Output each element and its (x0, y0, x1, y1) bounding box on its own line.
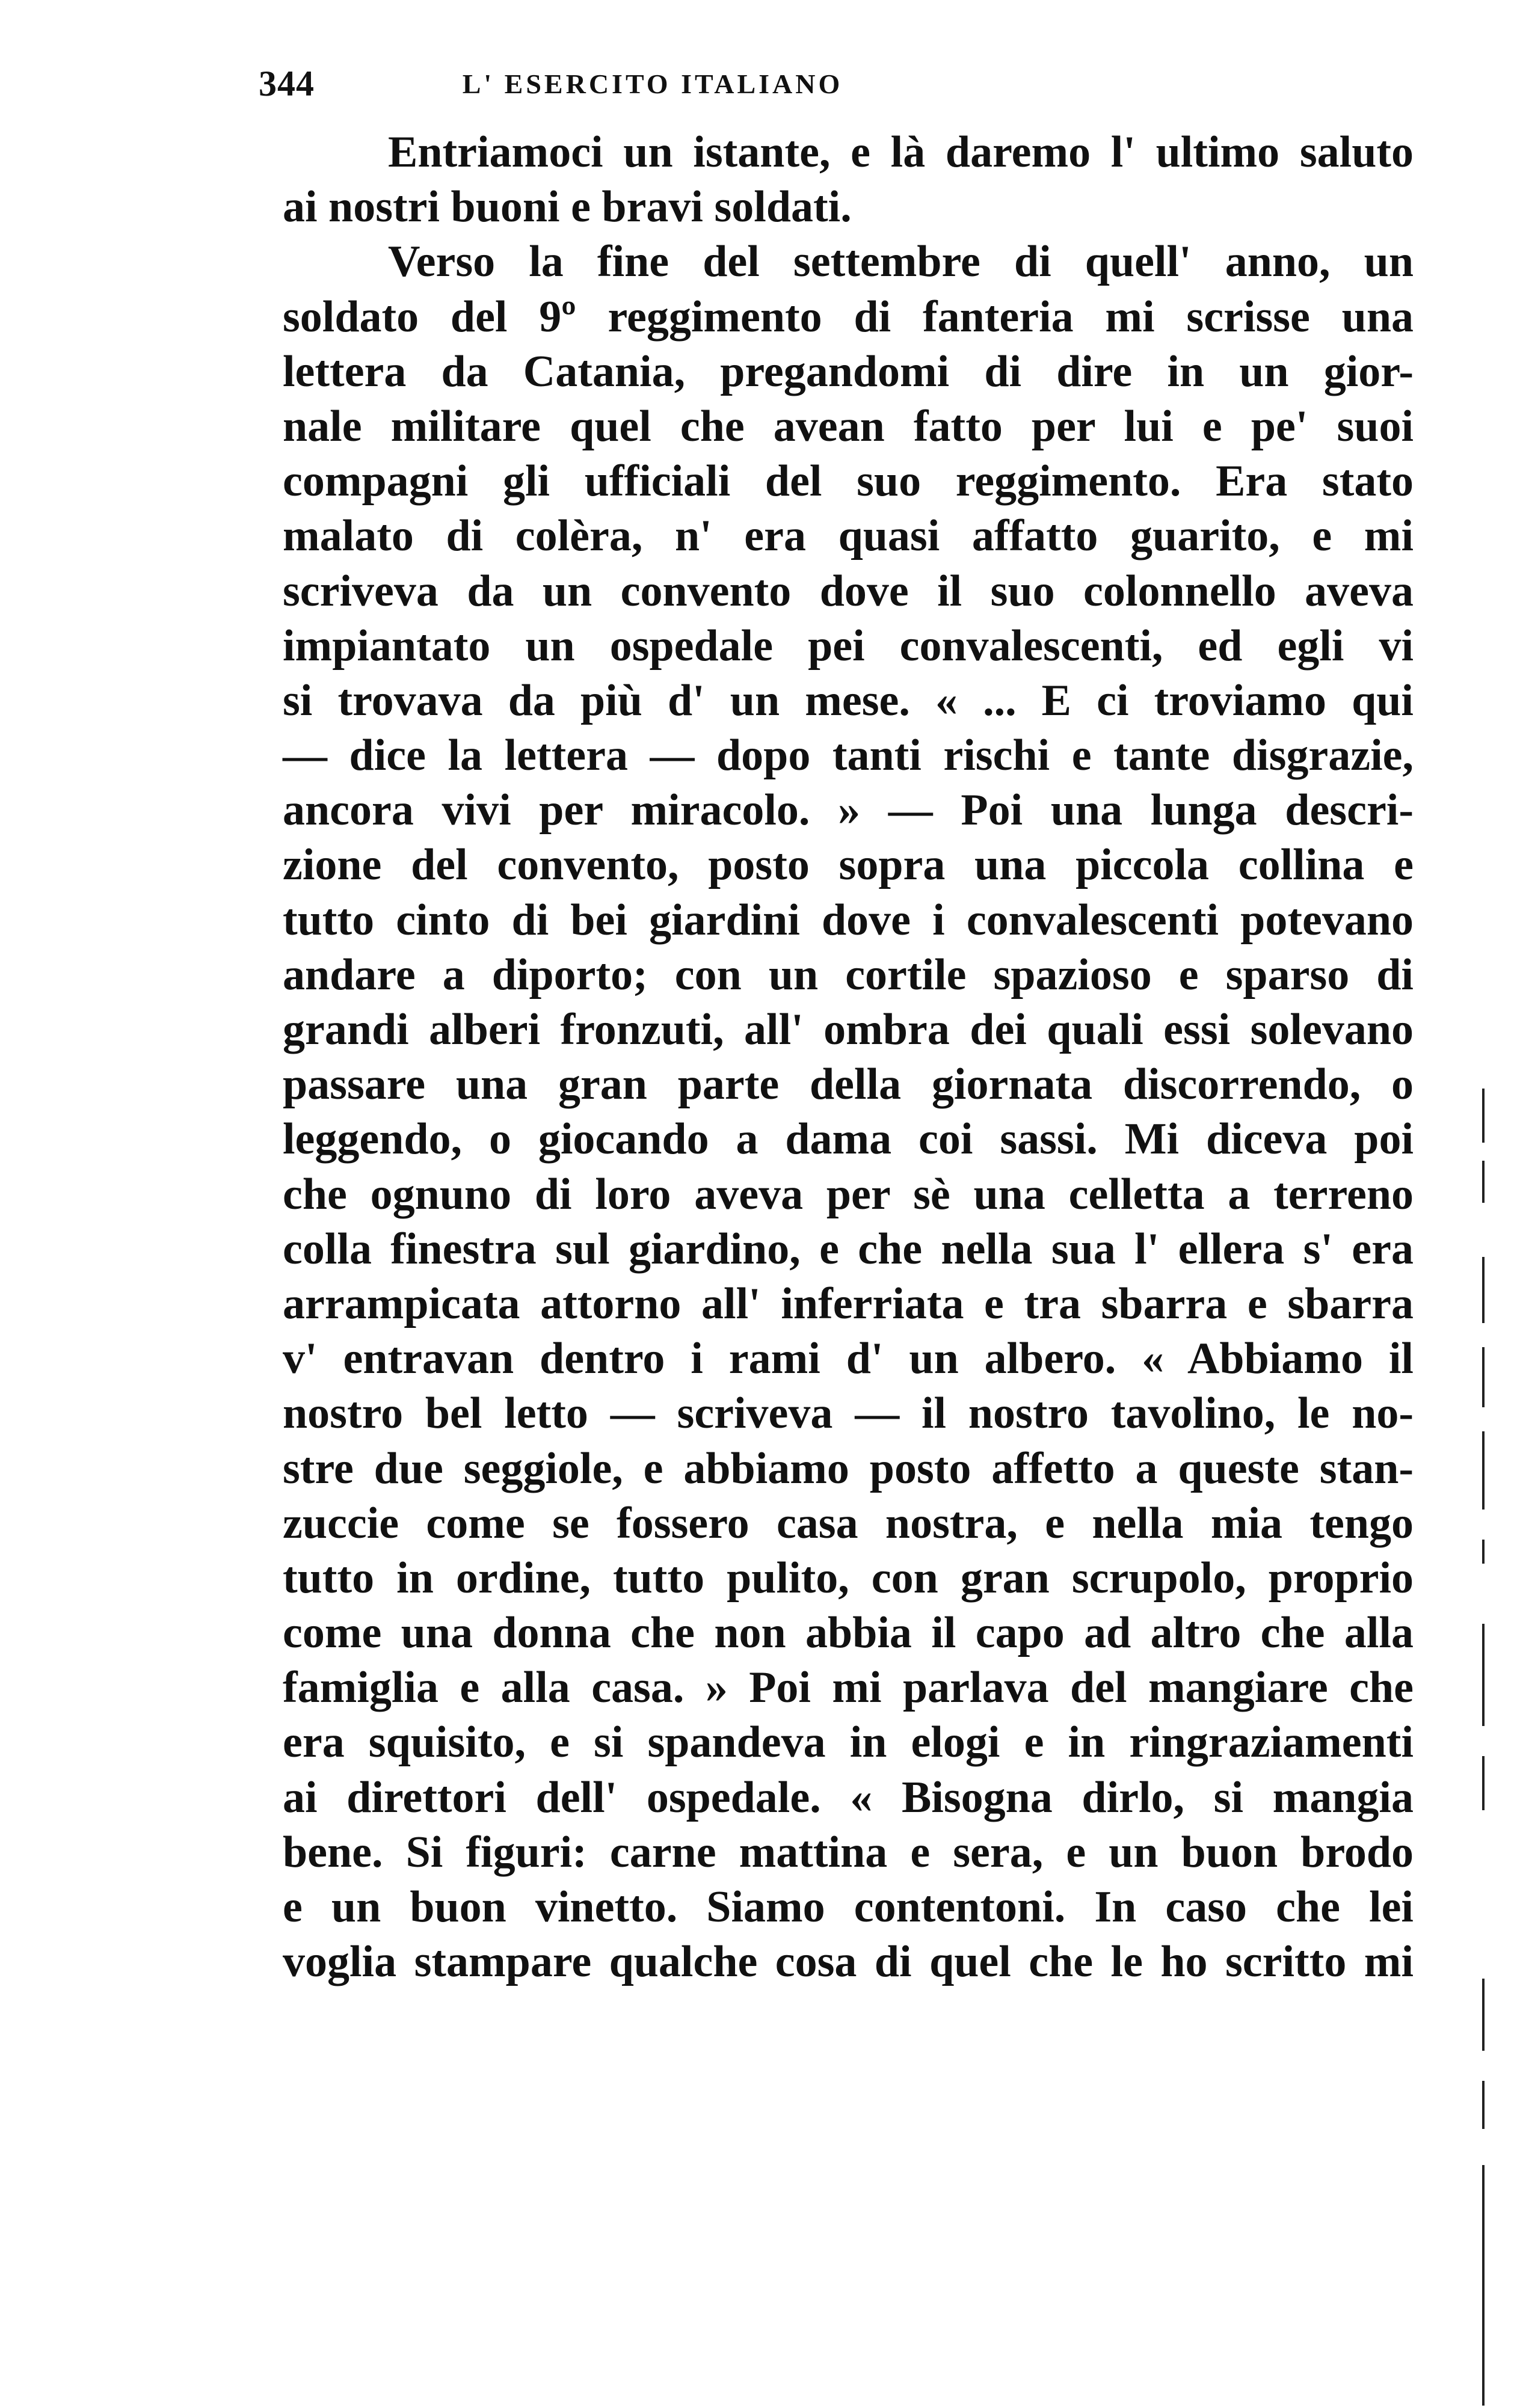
scan-edge-line (1482, 1756, 1485, 1810)
text-line: Entriamoci un istante, e là daremo l' ultimo saluto (388, 127, 1414, 177)
text-line: famiglia e alla casa. » Poi mi parlava del mangiare che (283, 1663, 1414, 1713)
text-line: arrampicata attorno all' inferriata e tra sbarra e sbarra (283, 1279, 1414, 1328)
text-line: andare a diporto; con un cortile spazioso e sparso di (283, 950, 1414, 1000)
text-line: era squisito, e si spandeva in elogi e in ringraziamenti (283, 1718, 1414, 1768)
scan-edge-line (1482, 2165, 1485, 2406)
text-line: zuccie come se fossero casa nostra, e nella mia tengo (283, 1498, 1414, 1548)
text-line: compagni gli ufficiali del suo reggimento. Era stato (283, 456, 1414, 506)
text-line: leggendo, o giocando a dama coi sassi. Mi diceva poi (283, 1114, 1414, 1164)
text-line: nale militare quel che avean fatto per lui e pe' suoi (283, 401, 1414, 451)
scan-edge-line (1482, 1540, 1485, 1564)
text-line: che ognuno di loro aveva per sè una celletta a terreno (283, 1169, 1414, 1219)
scan-edge-line (1482, 1431, 1485, 1510)
text-line: bene. Si figuri: carne mattina e sera, e un buon brodo (283, 1827, 1414, 1877)
text-line: e un buon vinetto. Siamo contentoni. In caso che lei (283, 1882, 1414, 1932)
text-line: tutto cinto di bei giardini dove i convalescenti potevano (283, 895, 1414, 945)
text-line: ai nostri buoni e bravi soldati. (283, 182, 852, 232)
text-line: come una donna che non abbia il capo ad altro che alla (283, 1608, 1414, 1658)
body-text (283, 125, 1414, 1989)
text-line: malato di colèra, n' era quasi affatto guarito, e mi (283, 511, 1414, 561)
text-line: scriveva da un convento dove il suo colonnello aveva (283, 566, 1414, 616)
text-line: nostro bel letto — scriveva — il nostro tavolino, le no- (283, 1389, 1414, 1439)
scan-edge-line (1482, 2081, 1485, 2129)
text-line: — dice la lettera — dopo tanti rischi e tante disgrazie, (283, 731, 1414, 781)
text-line: v' entravan dentro i rami d' un albero. « Abbiamo il (283, 1334, 1414, 1384)
text-line: colla finestra sul giardino, e che nella sua l' ellera s' era (283, 1224, 1414, 1274)
text-line: voglia stampare qualche cosa di quel che le ho scritto mi (283, 1937, 1414, 1987)
scan-edge-line (1482, 1257, 1485, 1323)
text-line: grandi alberi fronzuti, all' ombra dei quali essi solevano (283, 1005, 1414, 1054)
text-line: ai direttori dell' ospedale. « Bisogna dirlo, si mangia (283, 1772, 1414, 1822)
text-line: stre due seggiole, e abbiamo posto affetto a queste stan- (283, 1443, 1414, 1493)
scan-edge-line (1482, 1624, 1485, 1726)
text-line: passare una gran parte della giornata discorrendo, o (283, 1060, 1414, 1110)
running-title: L' ESERCITO ITALIANO (462, 69, 843, 99)
text-line: soldato del 9º reggimento di fanteria mi scrisse una (283, 292, 1414, 342)
running-header (259, 63, 1047, 117)
text-line: zione del convento, posto sopra una piccola collina e (283, 840, 1414, 890)
page-number: 344 (259, 64, 315, 103)
scan-edge-line (1482, 1979, 1485, 2051)
text-line: Verso la fine del settembre di quell' anno, un (388, 237, 1414, 287)
text-line: tutto in ordine, tutto pulito, con gran scrupolo, proprio (283, 1553, 1414, 1603)
text-line: impiantato un ospedale pei convalescenti, ed egli vi (283, 621, 1414, 671)
text-line: lettera da Catania, pregandomi di dire in un gior- (283, 346, 1414, 396)
scan-edge-line (1482, 1089, 1485, 1143)
text-line: ancora vivi per miracolo. » — Poi una lunga descri- (283, 785, 1414, 835)
scan-edge-line (1482, 1161, 1485, 1203)
scan-edge-line (1482, 1347, 1485, 1407)
text-line: si trovava da più d' un mese. « ... E ci troviamo qui (283, 675, 1414, 725)
